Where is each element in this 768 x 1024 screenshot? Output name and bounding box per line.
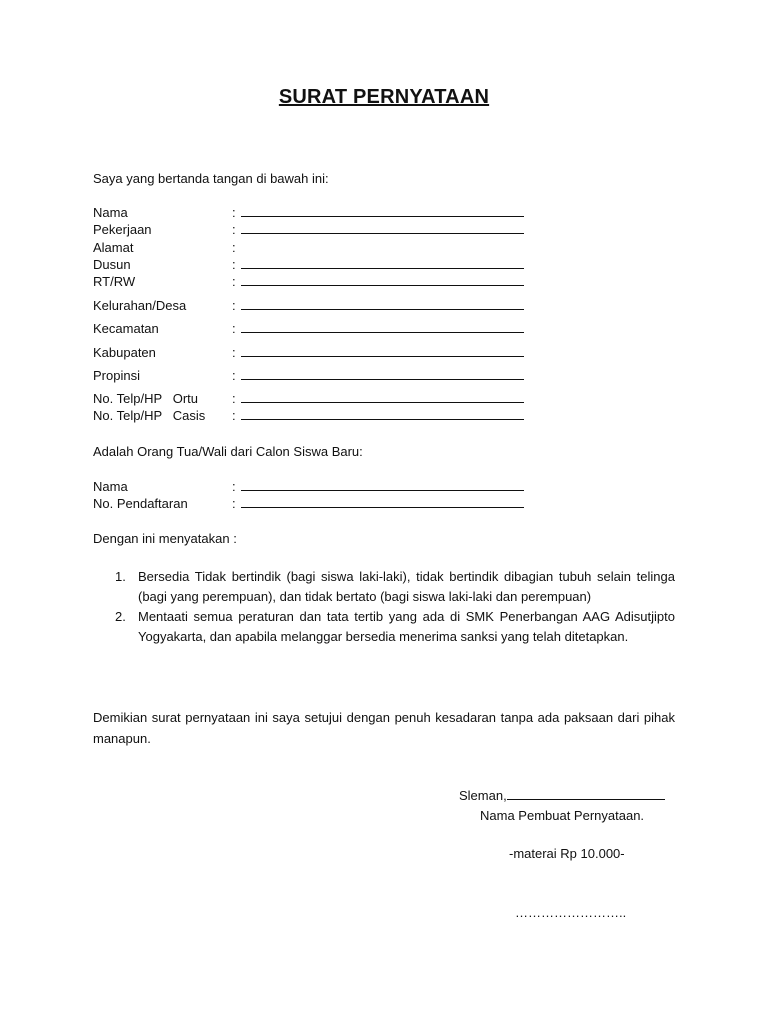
signature-place: Sleman, [459, 788, 507, 803]
field-colon: : [232, 408, 236, 423]
field-label: No. Pendaftaran [93, 496, 188, 511]
field-colon: : [232, 298, 236, 313]
list-item-text: Mentaati semua peraturan dan tata tertib yang ada di SMK Penerbangan AAG Adisutjipto Yogyakarta, dan apabila melanggar bersedia menerima sanksi yang telah ditetapkan. [138, 609, 675, 644]
field-fill-line [241, 233, 524, 234]
intro-text: Saya yang bertanda tangan di bawah ini: [93, 171, 329, 186]
signature-place-date [459, 787, 665, 804]
field-label: RT/RW [93, 274, 136, 289]
field-label: Pekerjaan [93, 222, 152, 237]
field-colon: : [232, 205, 236, 220]
field-label: Nama [93, 205, 128, 220]
field-label: No. Telp/HP Ortu [93, 391, 199, 406]
field-colon: : [232, 345, 236, 360]
field-label: Dusun [93, 257, 131, 272]
field-label: Kabupaten [93, 345, 156, 360]
field-colon: : [232, 479, 236, 494]
field-colon: : [232, 240, 236, 255]
field-fill-line [241, 419, 524, 420]
relation-text: Adalah Orang Tua/Wali dari Calon Siswa Baru: [93, 444, 363, 459]
statement-intro: Dengan ini menyatakan : [93, 531, 237, 546]
list-item-text: Bersedia Tidak bertindik (bagi siswa laki-laki), tidak bertindik dibagian tubuh selain telinga (bagi yang perempuan), dan tidak bertato (bagi siswa laki-laki dan perempuan) [138, 569, 675, 604]
field-colon: : [232, 321, 236, 336]
field-fill-line [241, 216, 524, 217]
date-fill-line [507, 787, 665, 800]
field-fill-line [241, 309, 524, 310]
field-fill-line [241, 490, 524, 491]
field-fill-line [241, 379, 524, 380]
stamp-note: -materai Rp 10.000- [509, 846, 625, 861]
field-fill-line [241, 507, 524, 508]
field-label: Nama [93, 479, 128, 494]
list-item [93, 567, 675, 607]
signer-label: Nama Pembuat Pernyataan. [480, 808, 645, 823]
list-number: 1. [115, 569, 126, 584]
field-colon: : [232, 496, 236, 511]
list-number: 2. [115, 609, 126, 624]
field-label: Kelurahan/Desa [93, 298, 187, 313]
field-colon: : [232, 274, 236, 289]
field-label: Kecamatan [93, 321, 159, 336]
field-label: Propinsi [93, 368, 140, 383]
signer-name-placeholder: …………………….. [515, 905, 627, 920]
statement-list [93, 567, 675, 647]
field-colon: : [232, 257, 236, 272]
field-fill-line [241, 356, 524, 357]
field-fill-line [241, 268, 524, 269]
field-label: Alamat [93, 240, 134, 255]
field-colon: : [232, 368, 236, 383]
document-title: SURAT PERNYATAAN [278, 86, 490, 108]
field-fill-line [241, 285, 524, 286]
field-fill-line [241, 332, 524, 333]
field-colon: : [232, 391, 236, 406]
field-colon: : [232, 222, 236, 237]
field-label: No. Telp/HP Casis [93, 408, 206, 423]
field-fill-line [241, 402, 524, 403]
list-item [93, 607, 675, 647]
closing-paragraph: Demikian surat pernyataan ini saya setujui dengan penuh kesadaran tanpa ada paksaan dari pihak manapun. [93, 710, 675, 746]
